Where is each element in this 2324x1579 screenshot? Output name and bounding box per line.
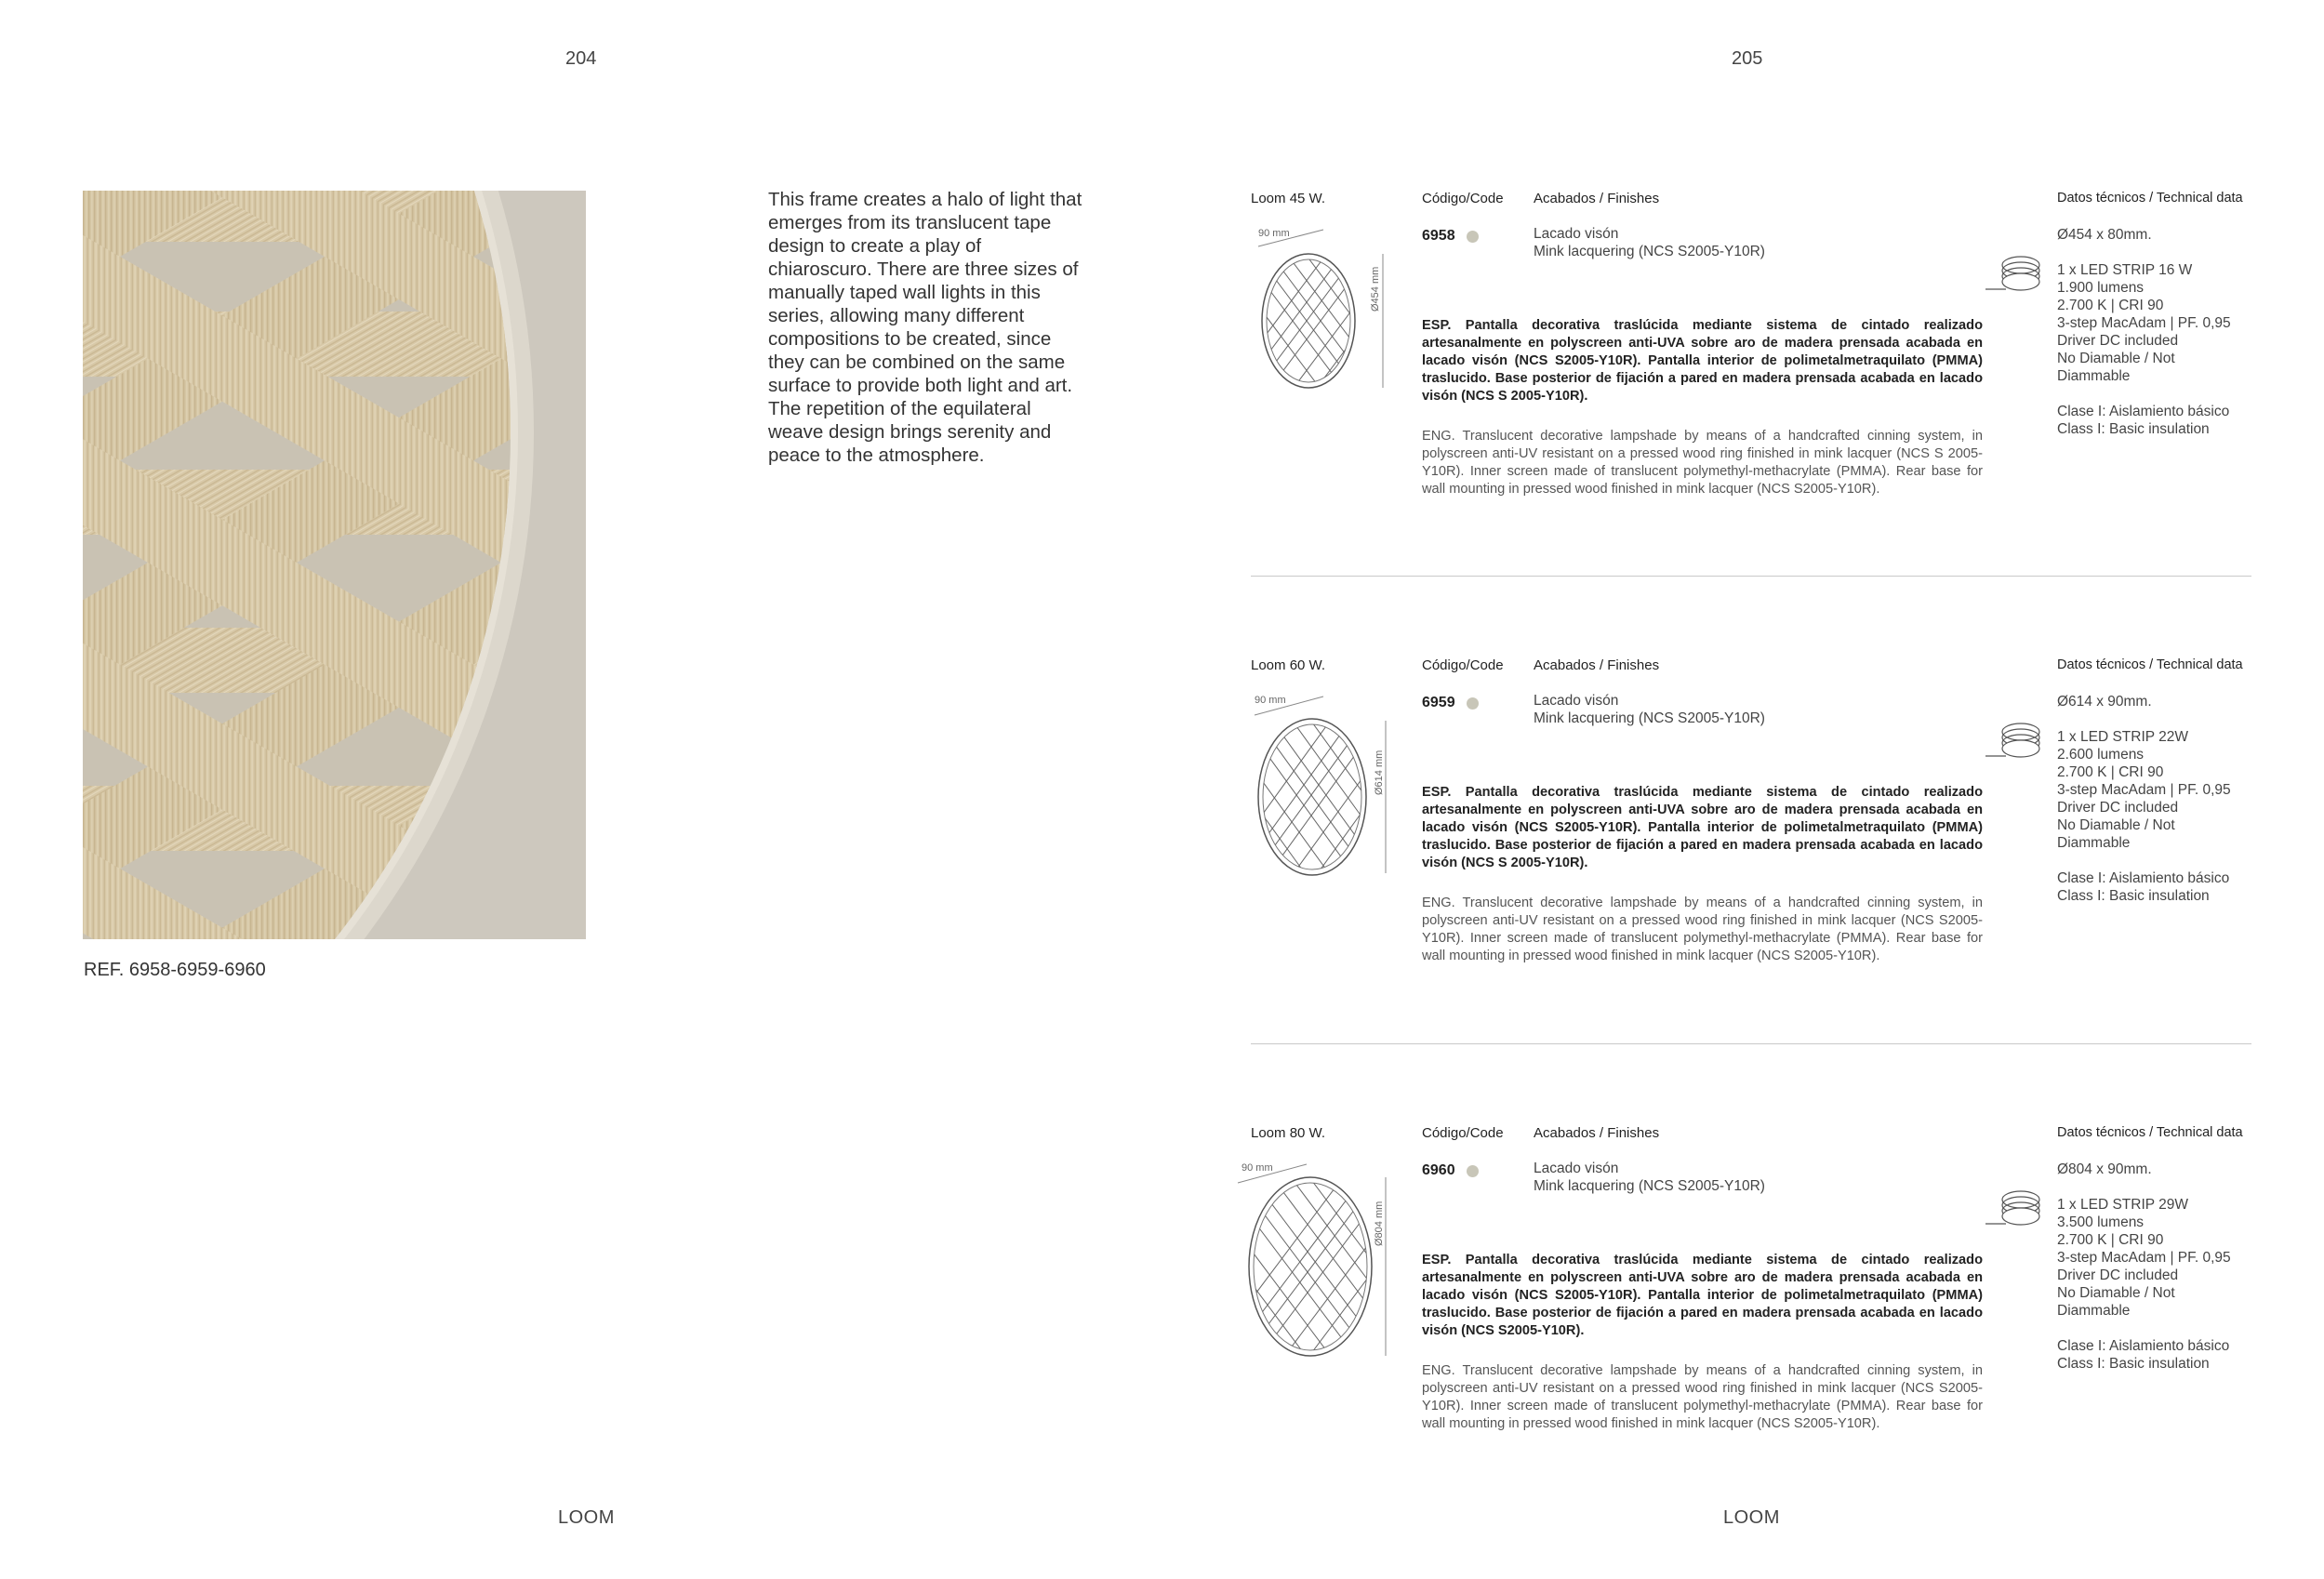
technical-header: Datos técnicos / Technical data (2057, 1125, 2243, 1140)
product-name: Loom 45 W. (1251, 191, 1326, 206)
reference-codes: REF. 6958-6959-6960 (84, 960, 266, 980)
diameter-label: Ø454 mm (1370, 266, 1381, 312)
product-code: 6960 (1422, 1162, 1455, 1178)
finish-en: Mink lacquering (NCS S2005-Y10R) (1534, 710, 1765, 726)
page-number-right: 205 (1732, 48, 1763, 69)
tech-dimmable-2: Diammable (2057, 835, 2131, 851)
tech-dimmable: No Diamable / Not (2057, 351, 2175, 366)
tech-led: 1 x LED STRIP 22W (2057, 729, 2188, 745)
finishes-header: Acabados / Finishes (1534, 657, 1660, 673)
product-loom-45 (1251, 191, 2251, 600)
depth-label: 90 mm (1255, 695, 1286, 706)
tech-class-es: Clase I: Aislamiento básico (2057, 1338, 2230, 1354)
tech-macadam: 3-step MacAdam | PF. 0,95 (2057, 315, 2231, 331)
tech-lumens: 3.500 lumens (2057, 1214, 2145, 1230)
diameter-label: Ø804 mm (1374, 1201, 1385, 1246)
tech-class-es: Clase I: Aislamiento básico (2057, 404, 2230, 419)
finishes-header: Acabados / Finishes (1534, 191, 1660, 206)
technical-data (2057, 693, 2257, 905)
tech-dimensions: Ø614 x 90mm. (2057, 694, 2152, 710)
finishes-header: Acabados / Finishes (1534, 1125, 1660, 1141)
finish-swatch (1467, 697, 1479, 710)
finish-es: Lacado visón (1534, 1161, 1619, 1176)
tech-class-en: Class I: Basic insulation (2057, 888, 2210, 904)
led-strip-icon (1985, 252, 2041, 299)
product-loom-80 (1242, 1125, 2251, 1534)
code-header: Código/Code (1422, 657, 1504, 673)
finish-swatch (1467, 1165, 1479, 1177)
page-number-left: 204 (565, 48, 597, 69)
tech-class-es: Clase I: Aislamiento básico (2057, 870, 2230, 886)
tech-macadam: 3-step MacAdam | PF. 0,95 (2057, 1250, 2231, 1266)
diameter-label: Ø614 mm (1374, 750, 1385, 795)
tech-driver: Driver DC included (2057, 1267, 2179, 1283)
divider (1251, 1043, 2251, 1044)
tech-temperature: 2.700 K | CRI 90 (2057, 1232, 2164, 1248)
loom-weave-image (83, 191, 586, 939)
divider (1251, 576, 2251, 577)
description-es: ESP. Pantalla decorativa traslúcida mediante sistema de cintado realizado artesanalmente en polyscreen anti-UVA sobre aro de madera prensada acabada en lacado visón (NCS S2005-Y10R). Pantalla interior de polimetalmetraquilato (PMMA) traslucido. Base posterior de fijación a pared en madera prensada acabada en lacado visón (NCS S2005-Y10R). (1422, 1253, 1983, 1338)
lamp-drawing (1251, 695, 1418, 881)
tech-class-en: Class I: Basic insulation (2057, 1356, 2210, 1372)
description-en: ENG. Translucent decorative lampshade by means of a handcrafted cinning system, in polyscreen anti-UV resistant on a pressed wood ring finished in mink lacquer (NCS S2005-Y10R). Inner screen made of translucent polymethyl-methacrylate (PMMA). Rear base for wall mounting in pressed wood finished in mink lacquer (NCS S2005-Y10R). (1422, 1363, 1983, 1431)
product-name: Loom 60 W. (1251, 657, 1326, 673)
description-en: ENG. Translucent decorative lampshade by means of a handcrafted cinning system, in polyscreen anti-UV resistant on a pressed wood ring finished in mink lacquer (NCS S 2005-Y10R). Inner screen made of translucent polymethyl-methacrylate (PMMA). Rear base for wall mounting in pressed wood finished in mink lacquer (NCS S2005-Y10R). (1422, 429, 1983, 497)
tech-temperature: 2.700 K | CRI 90 (2057, 298, 2164, 313)
tech-macadam: 3-step MacAdam | PF. 0,95 (2057, 782, 2231, 798)
led-strip-icon (1985, 1187, 2041, 1233)
product-code: 6958 (1422, 228, 1455, 244)
technical-data (2057, 226, 2257, 438)
tech-dimmable: No Diamable / Not (2057, 817, 2175, 833)
code-header: Código/Code (1422, 1125, 1504, 1141)
finish-en: Mink lacquering (NCS S2005-Y10R) (1534, 1178, 1765, 1194)
technical-header: Datos técnicos / Technical data (2057, 191, 2243, 206)
product-loom-60 (1251, 657, 2251, 1067)
tech-dimensions: Ø454 x 80mm. (2057, 227, 2152, 243)
description-en: ENG. Translucent decorative lampshade by means of a handcrafted cinning system, in polyscreen anti-UV resistant on a pressed wood ring finished in mink lacquer (NCS S2005-Y10R). Inner screen made of translucent polymethyl-methacrylate (PMMA). Rear base for wall mounting in pressed wood finished in mink lacquer (NCS S2005-Y10R). (1422, 896, 1983, 963)
tech-dimmable-2: Diammable (2057, 368, 2131, 384)
finish-swatch (1467, 231, 1479, 243)
intro-text: This frame creates a halo of light that emerges from its translucent tape design to create a play of chiaroscuro. There are three sizes of manually taped wall lights in this series, allowing many different compositions to be created, since they can be combined on the same surface to provide both light and art. The repetition of the equilateral weave design brings serenity and peace to the atmosphere. (768, 189, 1082, 466)
description-es: ESP. Pantalla decorativa traslúcida mediante sistema de cintado realizado artesanalmente en polyscreen anti-UVA sobre aro de madera prensada acabada en lacado visón (NCS S2005-Y10R). Pantalla interior de polimetalmetraquilato (PMMA) traslucido. Base posterior de fijación a pared en madera prensada acabada en lacado visón (NCS S 2005-Y10R). (1422, 785, 1983, 870)
description-es: ESP. Pantalla decorativa traslúcida mediante sistema de cintado realizado artesanalmente en polyscreen anti-UVA sobre aro de madera prensada acabada en lacado visón (NCS S2005-Y10R). Pantalla interior de polimetalmetraquilato (PMMA) traslucido. Base posterior de fijación a pared en madera prensada acabada en lacado visón (NCS S 2005-Y10R). (1422, 318, 1983, 404)
tech-dimmable: No Diamable / Not (2057, 1285, 2175, 1301)
footer-brand-right: LOOM (1723, 1507, 1780, 1528)
tech-dimensions: Ø804 x 90mm. (2057, 1161, 2152, 1177)
tech-lumens: 2.600 lumens (2057, 747, 2145, 763)
tech-lumens: 1.900 lumens (2057, 280, 2145, 296)
finish-es: Lacado visón (1534, 226, 1619, 242)
tech-class-en: Class I: Basic insulation (2057, 421, 2210, 437)
finish-es: Lacado visón (1534, 693, 1619, 709)
footer-brand-left: LOOM (558, 1507, 615, 1528)
tech-driver: Driver DC included (2057, 800, 2179, 816)
led-strip-icon (1985, 719, 2041, 765)
code-header: Código/Code (1422, 191, 1504, 206)
technical-data (2057, 1161, 2257, 1373)
product-photo (83, 191, 586, 939)
technical-header: Datos técnicos / Technical data (2057, 657, 2243, 672)
finish-en: Mink lacquering (NCS S2005-Y10R) (1534, 244, 1765, 259)
tech-led: 1 x LED STRIP 16 W (2057, 262, 2193, 278)
depth-label: 90 mm (1242, 1162, 1273, 1174)
product-name: Loom 80 W. (1251, 1125, 1326, 1141)
depth-label: 90 mm (1258, 228, 1290, 239)
tech-temperature: 2.700 K | CRI 90 (2057, 764, 2164, 780)
tech-led: 1 x LED STRIP 29W (2057, 1197, 2188, 1213)
tech-dimmable-2: Diammable (2057, 1303, 2131, 1319)
lamp-drawing (1238, 1162, 1414, 1367)
lamp-drawing (1251, 228, 1418, 395)
tech-driver: Driver DC included (2057, 333, 2179, 349)
product-code: 6959 (1422, 695, 1455, 710)
